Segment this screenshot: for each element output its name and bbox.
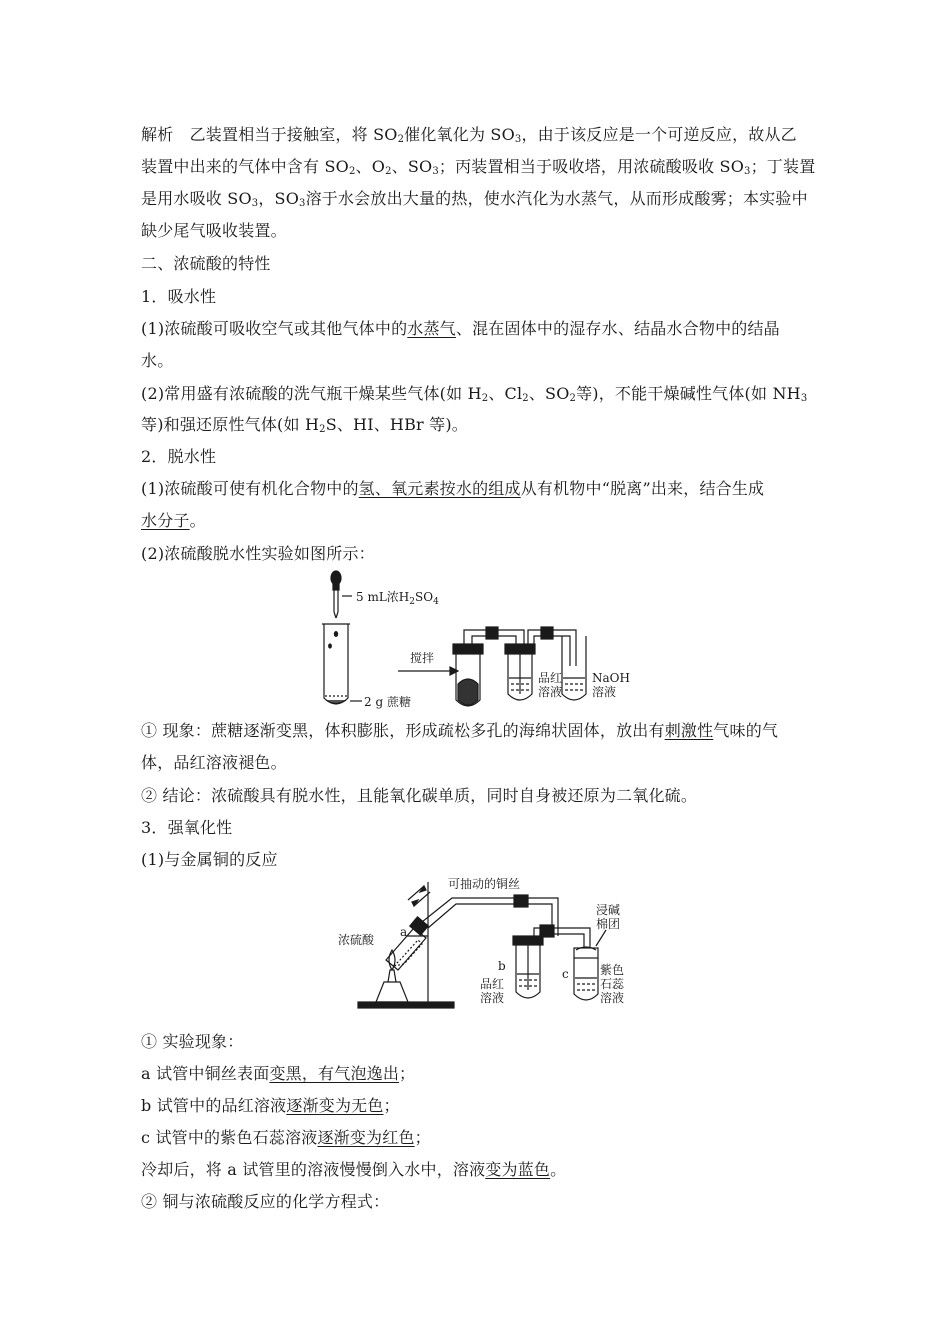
sugar-dehydration-figure xyxy=(300,566,680,716)
observation-c: c 试管中的紫色石蕊溶液逐渐变为红色； xyxy=(141,1128,431,1147)
dehydrate-observation-cont: 体，品红溶液褪色。 xyxy=(141,753,287,772)
copper-wire-label: 可抽动的铜丝 xyxy=(448,877,521,891)
analysis-line-3: 是用水吸收 $SO_3$，$SO_3$溶于水会放出大量的热，使水汽化为水蒸气，从而形成酸雾；本实验中 xyxy=(141,189,808,209)
dehydrate-para-1: (1)浓硫酸可使有机化合物中的氢、氧元素按水的组成从有机物中“脱离”出来，结合生成 xyxy=(141,479,765,498)
copper-observation-heading: ① 实验现象： xyxy=(141,1032,244,1051)
tube-c-label: c xyxy=(562,967,569,981)
acid-volume-label: 5 mL浓$H_2SO_4$ xyxy=(356,590,439,607)
naoh-label-1: NaOH xyxy=(592,671,630,685)
absorb-para-1-cont: 水。 xyxy=(141,351,174,370)
litmus-label-3: 溶液 xyxy=(600,991,625,1005)
pinkhong-label-1: 品红 xyxy=(480,977,505,991)
sugar-label: 2 g 蔗糖 xyxy=(364,695,411,709)
subsection-heading-1: 1．吸水性 xyxy=(141,287,217,306)
litmus-label-1: 紫色 xyxy=(600,963,625,977)
dehydrate-para-2: (2)浓硫酸脱水性实验如图所示： xyxy=(141,544,375,563)
dehydrate-para-1-cont: 水分子。 xyxy=(141,511,206,530)
observation-a: a 试管中铜丝表面变黑，有气泡逸出； xyxy=(141,1064,416,1083)
dehydrate-conclusion: ② 结论：浓硫酸具有脱水性，且能氧化碳单质，同时自身被还原为二氧化硫。 xyxy=(141,786,698,805)
analysis-line-2: 装置中出来的气体中含有 $SO_2$、$O_2$、$SO_3$；丙装置相当于吸收塔，用浓硫酸吸收 $SO_3$；丁装置 xyxy=(141,157,816,177)
analysis-line-4: 缺少尾气吸收装置。 xyxy=(141,221,287,240)
pinkhong-label-2: 溶液 xyxy=(538,685,563,699)
analysis-line-1: 解析 乙装置相当于接触室，将 $SO_2$催化氧化为 $SO_3$，由于该反应是一个可逆反应，故从乙 xyxy=(141,125,797,145)
tube-a-label: a xyxy=(400,925,408,939)
absorb-para-1: (1)浓硫酸可吸收空气或其他气体中的水蒸气、混在固体中的湿存水、结晶水合物中的结晶 xyxy=(141,319,780,338)
pinkhong-label-1: 品红 xyxy=(538,671,563,685)
conc-acid-label: 浓硫酸 xyxy=(338,933,375,947)
subsection-heading-3: 3．强氧化性 xyxy=(141,818,233,837)
naoh-label-2: 溶液 xyxy=(592,685,617,699)
stir-label: 搅拌 xyxy=(410,651,435,665)
litmus-label-2: 石蕊 xyxy=(600,977,625,991)
tube-b-label: b xyxy=(498,959,506,973)
cotton-label-2: 棉团 xyxy=(596,917,621,931)
subsection-heading-2: 2．脱水性 xyxy=(141,447,217,466)
section-heading: 二、浓硫酸的特性 xyxy=(141,254,271,273)
observation-b: b 试管中的品红溶液逐渐变为无色； xyxy=(141,1096,400,1115)
dehydrate-observation: ① 现象：蔗糖逐渐变黑，体积膨胀，形成疏松多孔的海绵状固体，放出有刺激性气味的气 xyxy=(141,721,779,740)
cotton-label-1: 浸碱 xyxy=(596,903,621,917)
observation-d: 冷却后，将 a 试管里的溶液慢慢倒入水中，溶液变为蓝色。 xyxy=(141,1160,567,1179)
absorb-para-2: (2)常用盛有浓硫酸的洗气瓶干燥某些气体(如 $H_2$、$Cl_2$、$SO_2$等)，不能干燥碱性气体(如 $NH_3$ xyxy=(141,384,808,404)
absorb-para-2-cont: 等)和强还原性气体(如 $H_2S$、HI、HBr 等)。 xyxy=(141,415,469,435)
pinkhong-label-2: 溶液 xyxy=(480,991,505,1005)
copper-reaction-figure xyxy=(334,874,634,1014)
equation-heading: ② 铜与浓硫酸反应的化学方程式： xyxy=(141,1192,390,1211)
copper-reaction-heading: (1)与金属铜的反应 xyxy=(141,850,278,869)
